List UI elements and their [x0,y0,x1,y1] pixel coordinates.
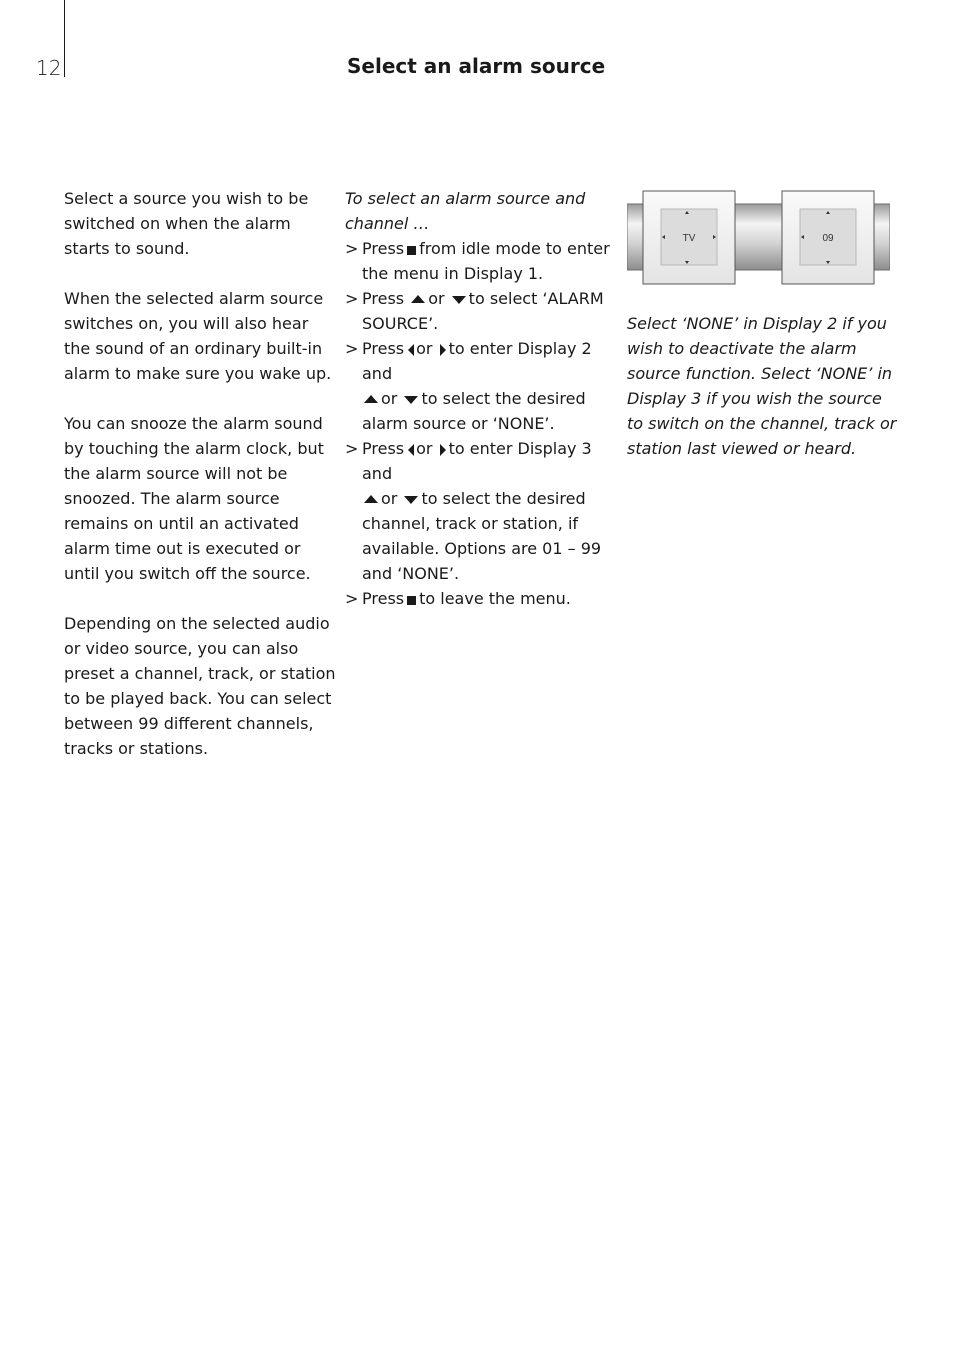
right-arrow-icon [440,344,446,356]
illustration-caption: Select ‘NONE’ in Display 2 if you wish to deactivate the alarm source function. Select ‘NONE’ in Display 3 if you wish the source to switch on the channel, track or station last viewed or heard. [627,314,897,458]
right-arrow-icon [440,444,446,456]
display-illustration [627,190,890,286]
display-3-value: 09 [822,233,834,244]
left-arrow-icon [408,444,414,456]
intro-paragraph: Depending on the selected audio or video source, you can also preset a channel, track, or station to be played back. You can select between 99 different channels, tracks or stations. [64,614,336,758]
up-arrow-icon [364,395,378,403]
instruction-step: > Press to leave the menu. [345,586,615,611]
down-arrow-icon [452,296,466,304]
page-number: 12 [36,56,62,80]
down-arrow-icon [404,496,418,504]
display-2-value: TV [682,233,696,244]
instructions-column [345,186,615,611]
step-marker: > [345,589,359,608]
instruction-step: > Press from idle mode to enter the menu in Display 1. [345,236,615,286]
down-arrow-icon [404,396,418,404]
step-marker: > [345,239,359,258]
up-arrow-icon [364,495,378,503]
stop-button-icon [407,246,416,255]
intro-column [64,186,336,786]
intro-paragraph: When the selected alarm source switches on, you will also hear the sound of an ordinary built-in alarm to make sure you wake up. [64,289,332,383]
instruction-step: > Press or to enter Display 3 and or to select the desired channel, track or station, if available. Options are 01 – 99 and ‘NONE’. [345,436,615,586]
page-title: Select an alarm source [347,54,606,78]
left-arrow-icon [408,344,414,356]
display-2-panel [643,191,735,284]
stop-button-icon [407,596,416,605]
instruction-step: > Press or to select ‘ALARM SOURCE’. [345,286,615,336]
instructions-lead: To select an alarm source and channel … [345,189,586,233]
intro-paragraph: You can snooze the alarm sound by touching the alarm clock, but the alarm source will not be snoozed. The alarm source remains on until an activated alarm time out is executed or until you switch off the source. [64,414,324,583]
step-marker: > [345,339,359,358]
header-rule [64,0,65,77]
instruction-step: > Press or to enter Display 2 and or to select the desired alarm source or ‘NONE’. [345,336,615,436]
step-marker: > [345,439,359,458]
step-marker: > [345,289,359,308]
display-3-panel [782,191,874,284]
intro-paragraph: Select a source you wish to be switched on when the alarm starts to sound. [64,189,309,258]
up-arrow-icon [411,295,425,303]
